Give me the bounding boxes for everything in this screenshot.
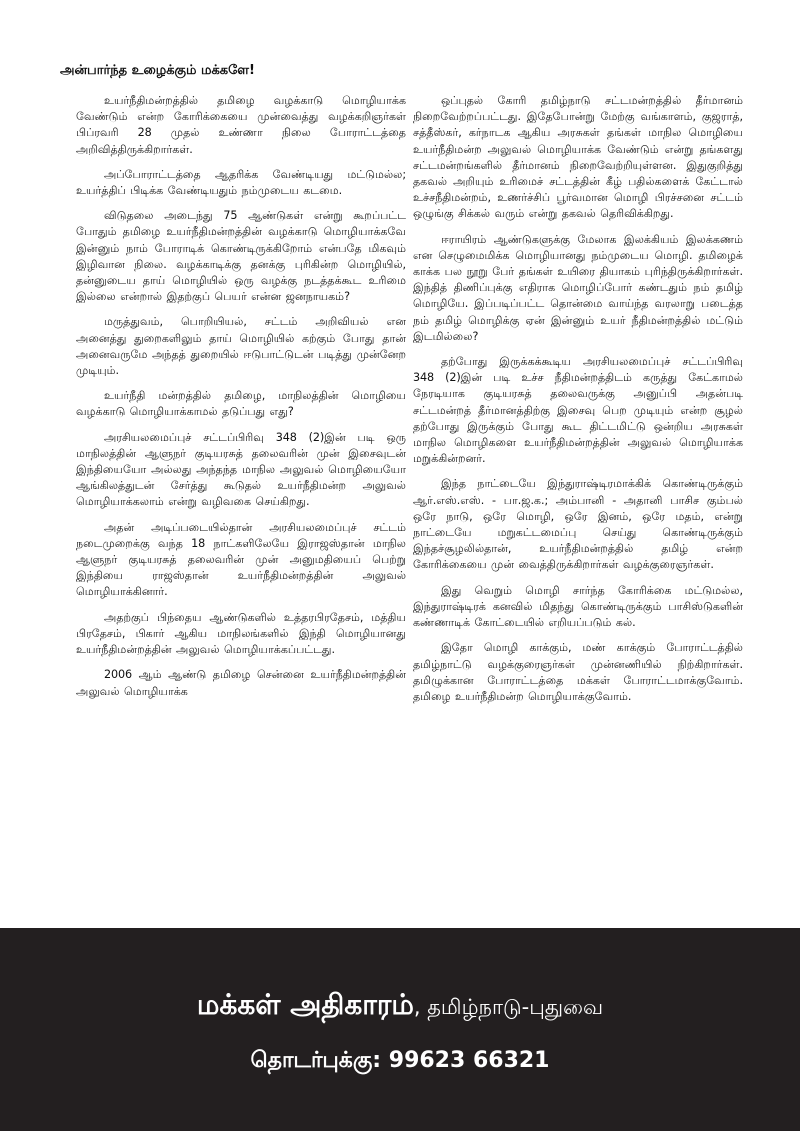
paragraph: அரசியலமைப்புச் சட்டப்பிரிவு 348 (2)இன் படி ஒரு மாநிலத்தின் ஆளுநர் குடியரசுத் தலைவரின் முன் இசைவுடன் இந்தியையோ அல்லது அந்தந்த மாநில அலுவல் மொழியையோ ஆங்கிலத்துடன் சேர்த்து கூடுதல் உயர்நீதிமன்ற அலுவல் மொழியாக்கலாம் என்று வழிவகை செய்கிறது. [76, 430, 406, 509]
paragraph: இந்த நாட்டையே இந்துராஷ்டிரமாக்கிக் கொண்டிருக்கும் ஆர்.எஸ்.எஸ். - பா.ஜ.க.; அம்பானி - அதானி பாசிச கும்பல் ஒரே நாடு, ஒரே மொழி, ஒரே இனம், ஒரே மதம், என்று நாட்டையே மறுகட்டமைப்பு செய்து கொண்டிருக்கும் இந்தச்சூழலில்தான், உயர்நீதிமன்றத்தில் தமிழ் என்ற கோரிக்கையை முன் வைத்திருக்கிறார்கள் வழக்குரைஞர்கள். [413, 477, 743, 572]
organization-name: மக்கள் அதிகாரம் [196, 988, 414, 1021]
contact-number: தொடர்புக்கு: 99623 66321 [250, 1048, 550, 1073]
page-title: அன்பார்ந்த உழைக்கும் மக்களே! [60, 63, 255, 78]
paragraph: உயர்நீதி மன்றத்தில் தமிழை, மாநிலத்தின் மொழியை வழக்காடு மொழியாக்காமல் தடுப்பது எது? [76, 389, 406, 419]
left-column [76, 93, 406, 709]
organization-region: , தமிழ்நாடு-புதுவை [413, 995, 604, 1019]
paragraph: இதோ மொழி காக்கும், மண் காக்கும் போராட்டத்தில் தமிழ்நாட்டு வழக்குரைஞர்கள் முன்னணியில் நிற்கிறார்கள். தமிழுக்கான போராட்டத்தை மக்கள் போராட்டமாக்குவோம். தமிழை உயர்நீதிமன்ற மொழியாக்குவோம். [413, 641, 743, 703]
paragraph: மருத்துவம், பொறியியல், சட்டம் அறிவியல் என அனைத்து துறைகளிலும் தாய் மொழியில் கற்கும் போது தான் அனைவருமே அந்தத் துறையில் ஈடுபாட்டுடன் படித்து முன்னேற முடியும். [76, 315, 406, 378]
paragraph: விடுதலை அடைந்து 75 ஆண்டுகள் என்று கூறப்பட்ட போதும் தமிழை உயர்நீதிமன்றத்தின் வழக்காடு மொழியாக்கவே இன்னும் நாம் போராடிக் கொண்டிருக்கிறோம் என்பதே மிகவும் இழிவான நிலை. வழக்காடிக்கு தனக்கு புரிகின்ற மொழியில், தன்னுடைய தாய் மொழியில் ஒரு வழக்கு நடத்தக்கூட உரிமை இல்லை என்றால் இதற்குப் பெயர் என்ன ஜனநாயகம்? [76, 209, 406, 304]
paragraph: 2006 ஆம் ஆண்டு தமிழை சென்னை உயர்நீதிமன்றத்தின் அலுவல் மொழியாக்க [76, 668, 406, 698]
paragraph: தற்போது இருக்கக்கூடிய அரசியலமைப்புச் சட்டப்பிரிவு 348 (2)இன் படி உச்ச நீதிமன்றத்திடம் கருத்து கேட்காமல் நேரடியாக குடியரசுத் தலைவருக்கு அனுப்பி அதன்படி சட்டமன்றத் தீர்மானத்திற்கு இசைவு பெற முடியும் என்ற சூழல் தற்போது இருக்கும் போது கூட திட்டமிட்டு ஒன்றிய அரசுகள் மாநில மொழிகளை உயர்நீதிமன்றத்தின் அலுவல் மொழியாக்க மறுக்கின்றனர். [413, 355, 743, 466]
paragraph: ஒப்புதல் கோரி தமிழ்நாடு சட்டமன்றத்தில் தீர்மானம் நிறைவேற்றப்பட்டது. இதேபோன்று மேற்கு வங்காளம், குஜராத், சத்தீஸ்கர், கர்நாடக ஆகிய அரசுகள் தங்கள் மாநில மொழியை உயர்நீதிமன்ற அலுவல் மொழியாக்க வேண்டும் என்று தங்களது சட்டமன்றங்களில் தீர்மானம் நிறைவேற்றியுள்ளன. இதுகுறித்து தகவல் அறியும் உரிமைச் சட்டத்தின் கீழ் பதில்களைக் கேட்டால் உச்சநீதிமன்றம், உணர்ச்சிப் பூர்வமான மொழி பிரச்சனை சட்டம் ஒழுங்கு சிக்கல் வரும் என்று தகவல் தெரிவிக்கிறது. [413, 94, 743, 221]
paragraph: அதன் அடிப்படையில்தான் அரசியலமைப்புச் சட்டம் நடைமுறைக்கு வந்த 18 நாட்களிலேயே இராஜஸ்தான் மாநில ஆளுநர் குடியரசுத் தலைவரின் முன் அனுமதியைப் பெற்று இந்தியை ராஜஸ்தான் உயர்நீதிமன்றத்தின் அலுவல் மொழியாக்கினார். [76, 520, 406, 599]
paragraph: அதற்குப் பிந்தைய ஆண்டுகளில் உத்தரபிரதேசம், மத்திய பிரதேசம், பிகார் ஆகிய மாநிலங்களில் இந்தி மொழியானது உயர்நீதிமன்றத்தின் அலுவல் மொழியாக்கப்பட்டது. [76, 610, 406, 657]
right-column [413, 93, 743, 714]
paragraph: இது வெறும் மொழி சார்ந்த கோரிக்கை மட்டுமல்ல, இந்துராஷ்டிரக் கனவில் மிதந்து கொண்டிருக்கும் பாசிஸ்டுகளின் கண்ணாடிக் கோட்டையில் எறியப்படும் கல். [413, 583, 743, 630]
organization-line [0, 988, 800, 1025]
paragraph: ஈராயிரம் ஆண்டுகளுக்கு மேலாக இலக்கியம் இலக்கணம் என செழுமைமிக்க மொழியானது நம்முடைய மொழி. தமிழைக் காக்க பல நூறு பேர் தங்கள் உயிரை தியாகம் புரிந்திருக்கிறார்கள். இந்தித் திணிப்புக்கு எதிராக மொழிப்போர் கண்டதும் நம் தமிழ் மொழியே. இப்படிப்பட்ட தொன்மை வாய்ந்த வரலாறு படைத்த நம் தமிழ் மொழிக்கு ஏன் இன்னும் உயர் நீதிமன்றத்தில் மட்டும் இடமில்லை? [413, 232, 743, 343]
footer-banner [0, 928, 800, 1131]
paragraph: உயர்நீதிமன்றத்தில் தமிழை வழக்காடு மொழியாக்க வேண்டும் என்ற கோரிக்கையை முன்வைத்து வழக்கறிஞர்கள் பிப்ரவரி 28 முதல் உண்ணா நிலை போராட்டத்தை அறிவித்திருக்கிறார்கள். [76, 94, 406, 156]
paragraph: அப்போராட்டத்தை ஆதரிக்க வேண்டியது மட்டுமல்ல; உயர்த்திப் பிடிக்க வேண்டியதும் நம்முடைய கடமை. [76, 167, 406, 198]
